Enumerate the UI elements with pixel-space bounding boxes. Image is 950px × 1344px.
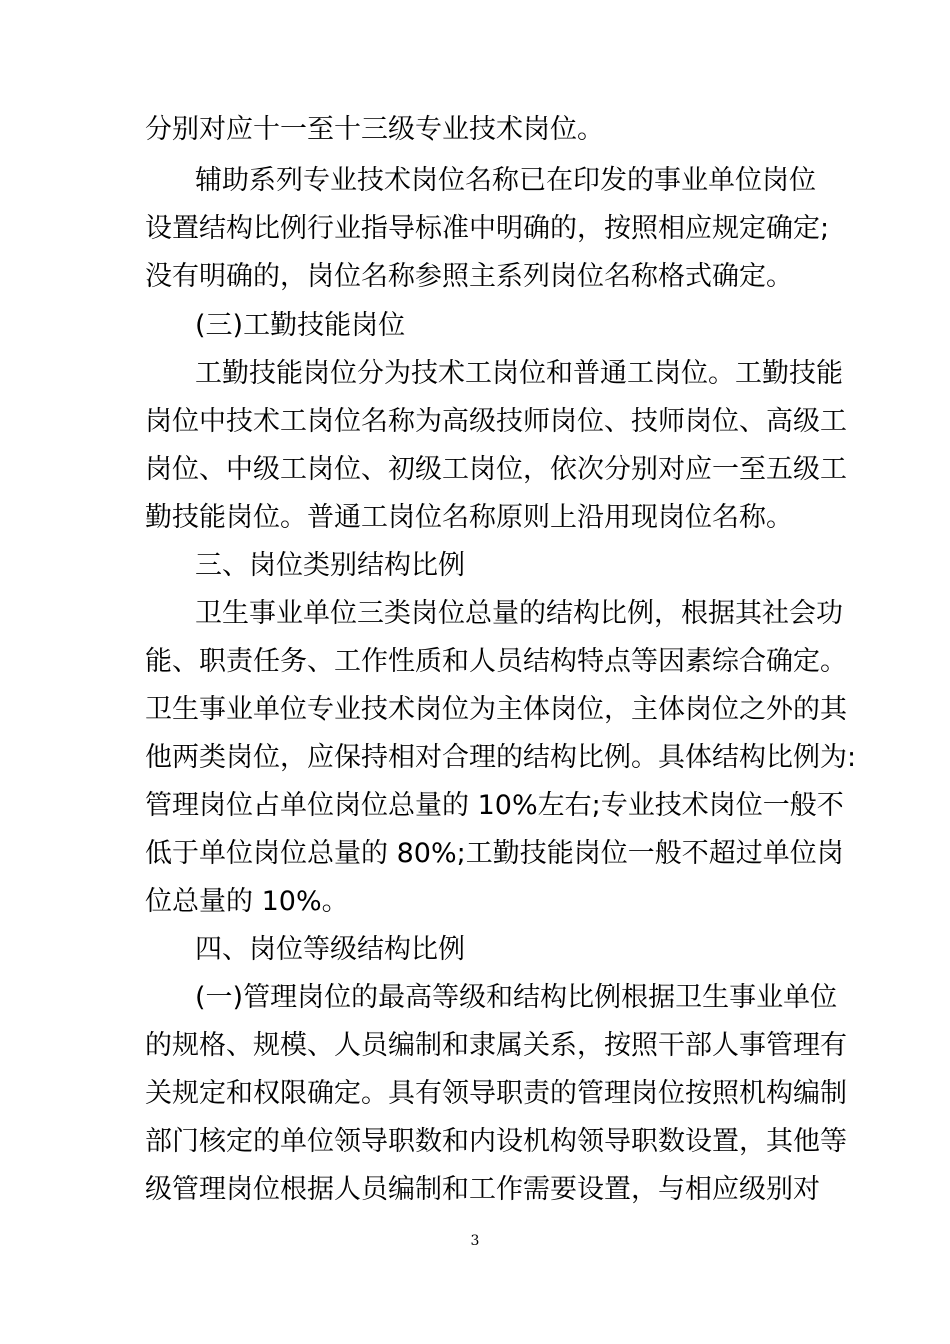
- text-line: 卫生事业单位三类岗位总量的结构比例，根据其社会功: [195, 598, 843, 629]
- text-line: 管理岗位占单位岗位总量的 10%左右;专业技术岗位一般不: [145, 790, 844, 821]
- text-line: 岗位中技术工岗位名称为高级技师岗位、技师岗位、高级工: [145, 406, 847, 437]
- text-line: 关规定和权限确定。具有领导职责的管理岗位按照机构编制: [145, 1078, 847, 1109]
- text-line: 岗位、中级工岗位、初级工岗位，依次分别对应一至五级工: [145, 454, 847, 485]
- text-line: 分别对应十一至十三级专业技术岗位。: [145, 114, 604, 145]
- text-line: 他两类岗位，应保持相对合理的结构比例。具体结构比例为:: [145, 742, 857, 773]
- text-line: 能、职责任务、工作性质和人员结构特点等因素综合确定。: [145, 646, 847, 677]
- page-number: 3: [470, 1233, 480, 1249]
- text-line: 设置结构比例行业指导标准中明确的，按照相应规定确定;: [145, 213, 830, 244]
- text-line: 位总量的 10%。: [145, 886, 349, 917]
- text-line: 低于单位岗位总量的 80%;工勤技能岗位一般不超过单位岗: [145, 838, 844, 869]
- text-line: 的规格、规模、人员编制和隶属关系，按照干部人事管理有: [145, 1030, 847, 1061]
- section-heading: (三)工勤技能岗位: [195, 310, 406, 341]
- text-line: 部门核定的单位领导职数和内设机构领导职数设置，其他等: [145, 1126, 847, 1157]
- text-line: 辅助系列专业技术岗位名称已在印发的事业单位岗位: [195, 165, 816, 196]
- text-line: 工勤技能岗位分为技术工岗位和普通工岗位。工勤技能: [195, 358, 843, 389]
- section-heading: 四、岗位等级结构比例: [195, 934, 465, 965]
- text-line: (一)管理岗位的最高等级和结构比例根据卫生事业单位: [195, 982, 838, 1013]
- section-heading: 三、岗位类别结构比例: [195, 550, 465, 581]
- text-line: 级管理岗位根据人员编制和工作需要设置，与相应级别对: [145, 1174, 820, 1205]
- text-line: 卫生事业单位专业技术岗位为主体岗位，主体岗位之外的其: [145, 694, 847, 725]
- text-line: 没有明确的，岗位名称参照主系列岗位名称格式确定。: [145, 261, 793, 292]
- text-line: 勤技能岗位。普通工岗位名称原则上沿用现岗位名称。: [145, 502, 793, 533]
